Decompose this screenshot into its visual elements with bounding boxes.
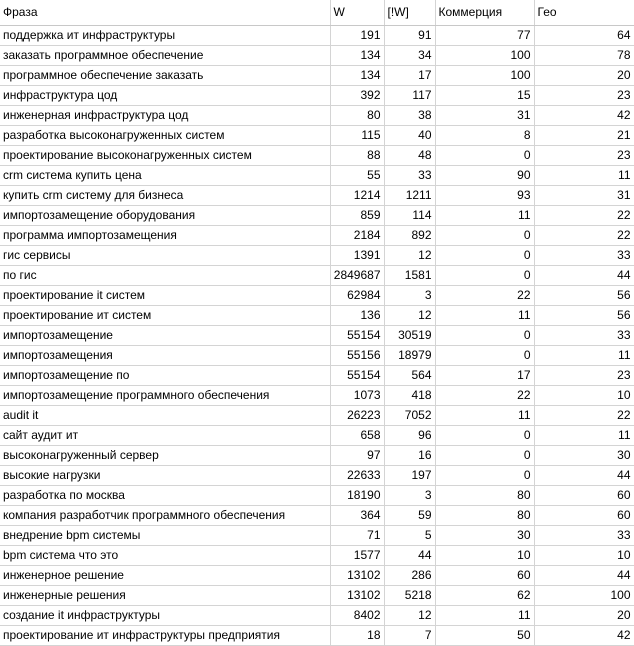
table-row — [0, 466, 634, 486]
cell-exact-w[interactable]: 7 — [384, 626, 435, 646]
cell-geo[interactable]: 31 — [534, 186, 634, 206]
cell-w[interactable]: 1073 — [330, 386, 384, 406]
table-row — [0, 126, 634, 146]
table-row — [0, 326, 634, 346]
cell-exact-w[interactable]: 96 — [384, 426, 435, 446]
cell-exact-w[interactable]: 17 — [384, 66, 435, 86]
cell-commerce[interactable]: 93 — [435, 186, 534, 206]
cell-phrase[interactable]: высокие нагрузки — [0, 466, 330, 486]
cell-w[interactable]: 55154 — [330, 326, 384, 346]
cell-geo[interactable]: 20 — [534, 606, 634, 626]
cell-geo[interactable]: 56 — [534, 306, 634, 326]
cell-w[interactable]: 134 — [330, 66, 384, 86]
cell-phrase[interactable]: проектирование ит инфраструктуры предприятия — [0, 626, 330, 646]
cell-phrase[interactable]: инфраструктура цод — [0, 86, 330, 106]
cell-exact-w[interactable]: 5 — [384, 526, 435, 546]
cell-w[interactable]: 26223 — [330, 406, 384, 426]
cell-w[interactable]: 136 — [330, 306, 384, 326]
cell-phrase[interactable]: инженерные решения — [0, 586, 330, 606]
cell-w[interactable]: 1391 — [330, 246, 384, 266]
cell-exact-w[interactable]: 40 — [384, 126, 435, 146]
cell-commerce[interactable]: 62 — [435, 586, 534, 606]
cell-commerce[interactable]: 31 — [435, 106, 534, 126]
cell-phrase[interactable]: инженерное решение — [0, 566, 330, 586]
cell-w[interactable]: 62984 — [330, 286, 384, 306]
table-row — [0, 166, 634, 186]
cell-geo[interactable]: 20 — [534, 66, 634, 86]
table-row — [0, 266, 634, 286]
table-row — [0, 186, 634, 206]
cell-commerce[interactable]: 0 — [435, 346, 534, 366]
cell-exact-w[interactable]: 91 — [384, 26, 435, 46]
table-body — [0, 26, 634, 646]
table-row — [0, 566, 634, 586]
table-row — [0, 546, 634, 566]
table-row — [0, 66, 634, 86]
cell-exact-w[interactable]: 3 — [384, 286, 435, 306]
cell-w[interactable]: 364 — [330, 506, 384, 526]
cell-exact-w[interactable]: 12 — [384, 606, 435, 626]
cell-commerce[interactable]: 0 — [435, 266, 534, 286]
cell-commerce[interactable]: 0 — [435, 446, 534, 466]
cell-exact-w[interactable]: 5218 — [384, 586, 435, 606]
cell-w[interactable]: 191 — [330, 26, 384, 46]
cell-exact-w[interactable]: 564 — [384, 366, 435, 386]
cell-exact-w[interactable]: 114 — [384, 206, 435, 226]
cell-geo[interactable]: 10 — [534, 546, 634, 566]
cell-commerce[interactable]: 0 — [435, 146, 534, 166]
cell-phrase[interactable]: импортозамещения — [0, 346, 330, 366]
cell-phrase[interactable]: компания разработчик программного обеспечения — [0, 506, 330, 526]
cell-commerce[interactable]: 11 — [435, 206, 534, 226]
cell-phrase[interactable]: проектирование it систем — [0, 286, 330, 306]
cell-w[interactable]: 658 — [330, 426, 384, 446]
cell-exact-w[interactable]: 16 — [384, 446, 435, 466]
cell-exact-w[interactable]: 12 — [384, 306, 435, 326]
cell-geo[interactable]: 23 — [534, 86, 634, 106]
cell-geo[interactable]: 44 — [534, 466, 634, 486]
cell-commerce[interactable]: 10 — [435, 546, 534, 566]
cell-exact-w[interactable]: 38 — [384, 106, 435, 126]
cell-geo[interactable]: 60 — [534, 506, 634, 526]
cell-w[interactable]: 55156 — [330, 346, 384, 366]
cell-geo[interactable]: 22 — [534, 206, 634, 226]
cell-geo[interactable]: 33 — [534, 526, 634, 546]
cell-w[interactable]: 2849687 — [330, 266, 384, 286]
cell-w[interactable]: 115 — [330, 126, 384, 146]
table-row — [0, 406, 634, 426]
cell-geo[interactable]: 11 — [534, 166, 634, 186]
cell-commerce[interactable]: 0 — [435, 246, 534, 266]
cell-geo[interactable]: 21 — [534, 126, 634, 146]
header-row — [0, 0, 634, 26]
cell-exact-w[interactable]: 1211 — [384, 186, 435, 206]
cell-w[interactable]: 22633 — [330, 466, 384, 486]
cell-exact-w[interactable]: 3 — [384, 486, 435, 506]
table-row — [0, 606, 634, 626]
cell-exact-w[interactable]: 44 — [384, 546, 435, 566]
cell-exact-w[interactable]: 418 — [384, 386, 435, 406]
cell-phrase[interactable]: импортозамещение — [0, 326, 330, 346]
table-row — [0, 246, 634, 266]
cell-phrase[interactable]: инженерная инфраструктура цод — [0, 106, 330, 126]
table-row — [0, 226, 634, 246]
cell-phrase[interactable]: внедрение bpm системы — [0, 526, 330, 546]
table-row — [0, 286, 634, 306]
cell-geo[interactable]: 78 — [534, 46, 634, 66]
table-row — [0, 26, 634, 46]
cell-commerce[interactable]: 0 — [435, 466, 534, 486]
cell-w[interactable]: 134 — [330, 46, 384, 66]
cell-commerce[interactable]: 0 — [435, 326, 534, 346]
cell-commerce[interactable]: 80 — [435, 486, 534, 506]
cell-phrase[interactable]: сайт аудит ит — [0, 426, 330, 446]
cell-phrase[interactable]: поддержка ит инфраструктуры — [0, 26, 330, 46]
cell-exact-w[interactable]: 286 — [384, 566, 435, 586]
cell-commerce[interactable]: 22 — [435, 386, 534, 406]
cell-geo[interactable]: 22 — [534, 406, 634, 426]
cell-exact-w[interactable]: 48 — [384, 146, 435, 166]
cell-commerce[interactable]: 60 — [435, 566, 534, 586]
cell-phrase[interactable]: разработка по москва — [0, 486, 330, 506]
cell-exact-w[interactable]: 59 — [384, 506, 435, 526]
cell-phrase[interactable]: bpm система что это — [0, 546, 330, 566]
cell-w[interactable]: 8402 — [330, 606, 384, 626]
cell-geo[interactable]: 42 — [534, 106, 634, 126]
cell-w[interactable]: 55 — [330, 166, 384, 186]
cell-phrase[interactable]: импортозамещение оборудования — [0, 206, 330, 226]
table-row — [0, 426, 634, 446]
cell-commerce[interactable]: 15 — [435, 86, 534, 106]
cell-phrase[interactable]: импортозамещение по — [0, 366, 330, 386]
cell-exact-w[interactable]: 892 — [384, 226, 435, 246]
cell-w[interactable]: 71 — [330, 526, 384, 546]
cell-geo[interactable]: 44 — [534, 566, 634, 586]
cell-geo[interactable]: 10 — [534, 386, 634, 406]
table-row — [0, 306, 634, 326]
cell-w[interactable]: 13102 — [330, 586, 384, 606]
column-header-phrase[interactable]: Фраза — [0, 0, 330, 26]
cell-w[interactable]: 88 — [330, 146, 384, 166]
table-row — [0, 486, 634, 506]
cell-exact-w[interactable]: 12 — [384, 246, 435, 266]
column-header-commerce[interactable]: Коммерция — [435, 0, 534, 26]
cell-commerce[interactable]: 0 — [435, 426, 534, 446]
cell-phrase[interactable]: высоконагруженный сервер — [0, 446, 330, 466]
cell-commerce[interactable]: 90 — [435, 166, 534, 186]
cell-commerce[interactable]: 77 — [435, 26, 534, 46]
table-row — [0, 446, 634, 466]
cell-phrase[interactable]: гис сервисы — [0, 246, 330, 266]
table-row — [0, 626, 634, 646]
cell-commerce[interactable]: 80 — [435, 506, 534, 526]
cell-w[interactable]: 18190 — [330, 486, 384, 506]
column-header-w[interactable]: W — [330, 0, 384, 26]
cell-commerce[interactable]: 50 — [435, 626, 534, 646]
table-row — [0, 526, 634, 546]
column-header-exact-w[interactable]: [!W] — [384, 0, 435, 26]
cell-w[interactable]: 18 — [330, 626, 384, 646]
cell-w[interactable]: 2184 — [330, 226, 384, 246]
cell-geo[interactable]: 44 — [534, 266, 634, 286]
column-header-geo[interactable]: Гео — [534, 0, 634, 26]
cell-geo[interactable]: 22 — [534, 226, 634, 246]
table-row — [0, 366, 634, 386]
table-row — [0, 106, 634, 126]
cell-w[interactable]: 859 — [330, 206, 384, 226]
cell-w[interactable]: 13102 — [330, 566, 384, 586]
cell-exact-w[interactable]: 18979 — [384, 346, 435, 366]
cell-exact-w[interactable]: 7052 — [384, 406, 435, 426]
cell-commerce[interactable]: 0 — [435, 226, 534, 246]
cell-geo[interactable]: 11 — [534, 346, 634, 366]
cell-geo[interactable]: 56 — [534, 286, 634, 306]
cell-commerce[interactable]: 11 — [435, 306, 534, 326]
cell-w[interactable]: 97 — [330, 446, 384, 466]
cell-w[interactable]: 392 — [330, 86, 384, 106]
table-row — [0, 86, 634, 106]
cell-geo[interactable]: 33 — [534, 246, 634, 266]
cell-phrase[interactable]: audit it — [0, 406, 330, 426]
cell-commerce[interactable]: 11 — [435, 606, 534, 626]
cell-exact-w[interactable]: 117 — [384, 86, 435, 106]
cell-phrase[interactable]: программное обеспечение заказать — [0, 66, 330, 86]
cell-exact-w[interactable]: 197 — [384, 466, 435, 486]
cell-phrase[interactable]: проектирование высоконагруженных систем — [0, 146, 330, 166]
cell-phrase[interactable]: по гис — [0, 266, 330, 286]
cell-commerce[interactable]: 11 — [435, 406, 534, 426]
cell-commerce[interactable]: 30 — [435, 526, 534, 546]
table-row — [0, 346, 634, 366]
cell-exact-w[interactable]: 1581 — [384, 266, 435, 286]
cell-geo[interactable]: 64 — [534, 26, 634, 46]
cell-phrase[interactable]: проектирование ит систем — [0, 306, 330, 326]
cell-geo[interactable]: 42 — [534, 626, 634, 646]
cell-exact-w[interactable]: 34 — [384, 46, 435, 66]
cell-phrase[interactable]: купить crm систему для бизнеса — [0, 186, 330, 206]
table-row — [0, 206, 634, 226]
cell-phrase[interactable]: программа импортозамещения — [0, 226, 330, 246]
cell-geo[interactable]: 60 — [534, 486, 634, 506]
cell-geo[interactable]: 11 — [534, 426, 634, 446]
cell-geo[interactable]: 23 — [534, 146, 634, 166]
cell-commerce[interactable]: 17 — [435, 366, 534, 386]
cell-commerce[interactable]: 22 — [435, 286, 534, 306]
table-row — [0, 506, 634, 526]
cell-exact-w[interactable]: 33 — [384, 166, 435, 186]
cell-commerce[interactable]: 8 — [435, 126, 534, 146]
cell-commerce[interactable]: 100 — [435, 66, 534, 86]
cell-w[interactable]: 80 — [330, 106, 384, 126]
table-row — [0, 46, 634, 66]
cell-phrase[interactable]: заказать программное обеспечение — [0, 46, 330, 66]
cell-geo[interactable]: 100 — [534, 586, 634, 606]
cell-phrase[interactable]: создание it инфраструктуры — [0, 606, 330, 626]
cell-phrase[interactable]: разработка высоконагруженных систем — [0, 126, 330, 146]
cell-phrase[interactable]: импортозамещение программного обеспечения — [0, 386, 330, 406]
cell-w[interactable]: 1214 — [330, 186, 384, 206]
cell-phrase[interactable]: crm система купить цена — [0, 166, 330, 186]
cell-w[interactable]: 1577 — [330, 546, 384, 566]
cell-commerce[interactable]: 100 — [435, 46, 534, 66]
cell-w[interactable]: 55154 — [330, 366, 384, 386]
cell-geo[interactable]: 33 — [534, 326, 634, 346]
table-row — [0, 386, 634, 406]
cell-geo[interactable]: 23 — [534, 366, 634, 386]
table-row — [0, 586, 634, 606]
cell-exact-w[interactable]: 30519 — [384, 326, 435, 346]
table-row — [0, 146, 634, 166]
cell-geo[interactable]: 30 — [534, 446, 634, 466]
